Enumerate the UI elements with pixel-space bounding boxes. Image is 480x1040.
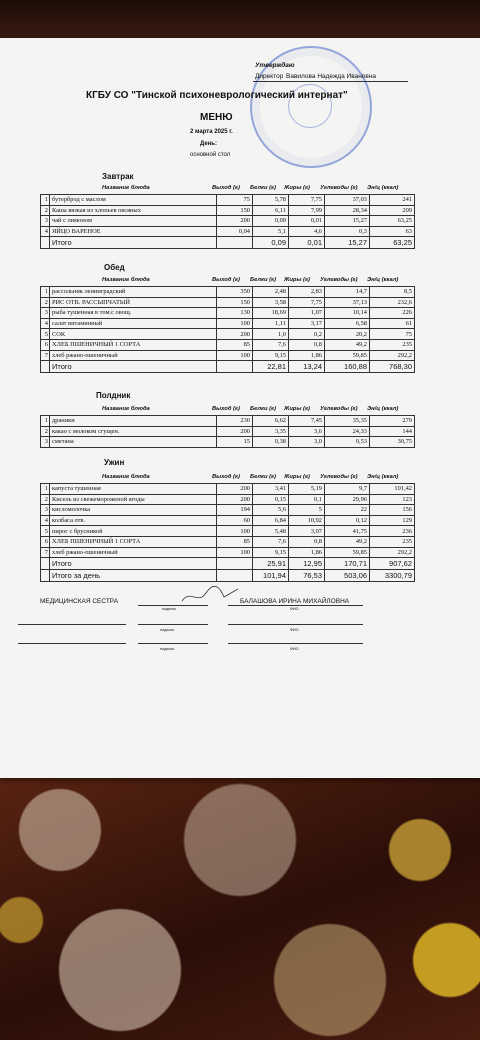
- approve-label: Утверждаю: [255, 62, 295, 69]
- table-row: 4 салат витаминный 100 1,11 3,17 6,58 61: [41, 318, 415, 329]
- col-fat: Жиры (г): [284, 474, 310, 480]
- col-fat: Жиры (г): [284, 277, 310, 283]
- table-row: 2 РИС ОТВ. РАССЫПЧАТЫЙ 150 3,58 7,75 37,13 232,6: [41, 297, 415, 308]
- fio-caption: ФИО: [290, 647, 299, 651]
- table-row: 2 Каша вязкая из хлопьев овсяных 150 6,11 7,99 28,34 209: [41, 205, 415, 216]
- col-protein: Белки (г): [250, 474, 277, 480]
- col-yield: Выход (г): [212, 406, 240, 412]
- col-energy: Эн/ц (ккал): [367, 185, 399, 191]
- section-title-lunch: Обед: [104, 263, 125, 272]
- table-row: 7 хлеб ржано-пшеничный 100 9,15 1,86 59,85 292,2: [41, 350, 415, 361]
- total-row: Итого 22,81 13,24 160,88 768,30: [41, 361, 415, 373]
- col-name: Название блюда: [102, 185, 150, 191]
- col-yield: Выход (г): [212, 277, 240, 283]
- col-protein: Белки (г): [250, 277, 277, 283]
- tablecloth-background: [0, 770, 480, 1040]
- table-row: 4 ЯЙЦО ВАРЕНОЕ 0,04 5,1 4,6 0,3 63: [41, 226, 415, 237]
- total-row: Итого 0,09 0,01 15,27 63,25: [41, 237, 415, 249]
- fio-caption: ФИО: [290, 607, 299, 611]
- col-energy: Эн/ц (ккал): [367, 474, 399, 480]
- table-row: 2 Кисель из свежемороженой ягоды 200 0,15 0,1 29,96 123: [41, 494, 415, 505]
- signature-caption: подпись: [160, 628, 175, 632]
- organization-name: КГБУ СО "Тинской психоневрологический интернат": [86, 90, 348, 101]
- page-title: МЕНЮ: [200, 112, 233, 123]
- table-row: 2 какао с молоком сгущен. 200 3,35 3,6 24,33 144: [41, 426, 415, 437]
- col-energy: Эн/ц (ккал): [367, 277, 399, 283]
- breakfast-table: [40, 194, 415, 249]
- col-carbs: Углеводы (г): [320, 277, 358, 283]
- table-row: 5 СОК 200 1,0 0,2 20,2 75: [41, 329, 415, 340]
- table-row: 1 капуста тушенная 200 3,41 5,19 9,7 101,42: [41, 484, 415, 495]
- section-title-breakfast: Завтрак: [102, 172, 134, 181]
- table-row: 6 ХЛЕБ ПШЕНИЧНЫЙ 1 СОРТА 85 7,6 0,8 49,2 235: [41, 536, 415, 547]
- fio-caption: ФИО: [290, 628, 299, 632]
- col-fat: Жиры (г): [284, 406, 310, 412]
- table-row: 1 рассольник ленинградский 350 2,48 2,83 14,7 8,5: [41, 287, 415, 298]
- background-top: [0, 0, 480, 40]
- signature-caption: подпись: [162, 607, 177, 611]
- handwritten-signature: [180, 583, 240, 607]
- director-label: Директор: [255, 73, 284, 80]
- snack-table: [40, 415, 415, 448]
- col-yield: Выход (г): [212, 474, 240, 480]
- dinner-table: [40, 483, 415, 582]
- table-row: 7 хлеб ржано-пшеничный 100 9,15 1,86 59,85 292,2: [41, 547, 415, 558]
- table-row: 6 ХЛЕБ ПШЕНИЧНЫЙ 1 СОРТА 85 7,6 0,8 49,2 235: [41, 339, 415, 350]
- signature-caption: подпись: [160, 647, 175, 651]
- day-total-row: Итого за день 101,94 76,53 503,06 3300,79: [41, 570, 415, 582]
- section-title-dinner: Ужин: [104, 458, 125, 467]
- section-title-snack: Полдник: [96, 391, 131, 400]
- nurse-name: БАЛАШОВА ИРИНА МИХАЙЛОВНА: [240, 598, 350, 605]
- col-yield: Выход (г): [212, 185, 240, 191]
- nurse-title: МЕДИЦИНСКАЯ СЕСТРА: [40, 598, 119, 605]
- total-row: Итого 25,91 12,95 170,71 907,62: [41, 558, 415, 570]
- col-carbs: Углеводы (г): [320, 406, 358, 412]
- table-row: 4 колбаса отв. 60 6,84 10,92 0,12 129: [41, 515, 415, 526]
- table-row: 1 драники 230 6,62 7,45 35,35 279: [41, 416, 415, 427]
- col-carbs: Углеводы (г): [320, 474, 358, 480]
- table-row: 3 кисломолочка 194 5,6 5 22 156: [41, 505, 415, 516]
- table-row: 3 сметана 15 0,38 3,0 0,53 30,75: [41, 437, 415, 448]
- table-row: 3 чай с лимоном 200 0,09 0,01 15,27 63,25: [41, 216, 415, 227]
- table-row: 5 пирог с брусникой 100 5,48 3,07 41,75 236: [41, 526, 415, 537]
- table-row: 3 рыба тушенная в том.с овощ. 130 18,69 1,07 10,14 226: [41, 308, 415, 319]
- col-name: Название блюда: [102, 474, 150, 480]
- col-protein: Белки (г): [250, 406, 277, 412]
- table-row: 1 бутерброд с маслом 75 5,78 7,75 37,03 241: [41, 195, 415, 206]
- menu-date: 2 марта 2025 г.: [190, 129, 233, 135]
- table-type: основной стол: [190, 152, 231, 158]
- col-carbs: Углеводы (г): [320, 185, 358, 191]
- day-label: День:: [200, 141, 217, 147]
- menu-sheet: [0, 38, 480, 778]
- col-protein: Белки (г): [250, 185, 277, 191]
- col-name: Название блюда: [102, 277, 150, 283]
- col-name: Название блюда: [102, 406, 150, 412]
- lunch-table: [40, 286, 415, 373]
- director-name: Вавилова Надежда Ивановна: [286, 73, 377, 80]
- col-fat: Жиры (г): [284, 185, 310, 191]
- col-energy: Эн/ц (ккал): [367, 406, 399, 412]
